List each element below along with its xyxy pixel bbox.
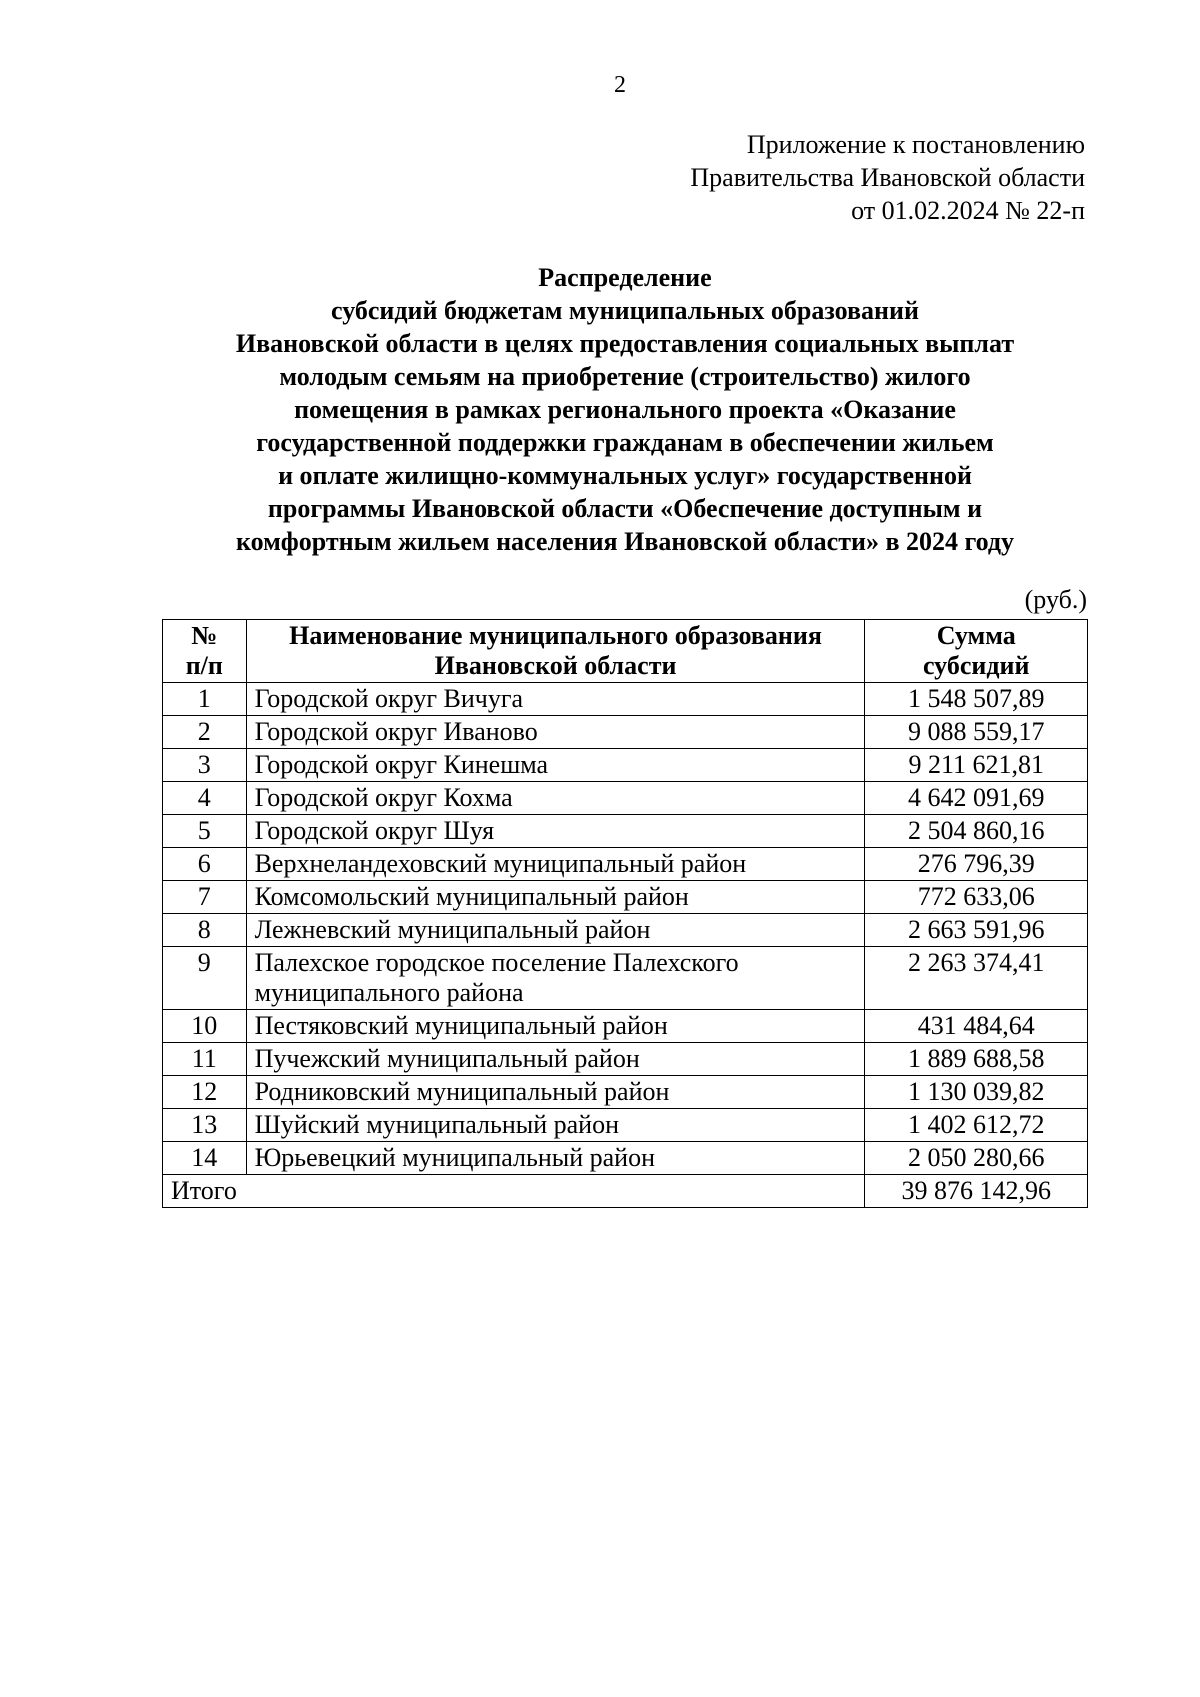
row-sum: 2 504 860,16 bbox=[865, 815, 1088, 848]
table-row bbox=[163, 947, 1088, 1010]
row-name: Городской округ Шуя bbox=[246, 815, 865, 848]
appendix-header bbox=[690, 128, 1085, 227]
total-label: Итого bbox=[163, 1175, 865, 1208]
row-number: 14 bbox=[163, 1142, 247, 1175]
currency-unit: (руб.) bbox=[1024, 585, 1087, 614]
row-number: 10 bbox=[163, 1010, 247, 1043]
row-name: Родниковский муниципальный район bbox=[246, 1076, 865, 1109]
row-name: Городской округ Иваново bbox=[246, 716, 865, 749]
row-number: 1 bbox=[163, 683, 247, 716]
header-number bbox=[163, 620, 247, 683]
table-row bbox=[163, 1076, 1088, 1109]
table-row bbox=[163, 716, 1088, 749]
row-name: Городской округ Кохма bbox=[246, 782, 865, 815]
row-number: 8 bbox=[163, 914, 247, 947]
row-name: Пучежский муниципальный район bbox=[246, 1043, 865, 1076]
row-sum: 9 211 621,81 bbox=[865, 749, 1088, 782]
appendix-line: Приложение к постановлению bbox=[746, 130, 1085, 159]
row-number: 7 bbox=[163, 881, 247, 914]
title-line: помещения в рамках регионального проекта «Оказание bbox=[294, 395, 956, 424]
table-row bbox=[163, 1142, 1088, 1175]
table-row bbox=[163, 782, 1088, 815]
table-row bbox=[163, 815, 1088, 848]
row-number: 13 bbox=[163, 1109, 247, 1142]
row-name bbox=[246, 947, 865, 1010]
row-number: 9 bbox=[163, 947, 247, 1010]
row-name: Городской округ Вичуга bbox=[246, 683, 865, 716]
table-row bbox=[163, 1043, 1088, 1076]
title-line: субсидий бюджетам муниципальных образований bbox=[331, 296, 919, 325]
header-name-line1: Наименование муниципального образования bbox=[289, 621, 822, 650]
header-sum-line2: субсидий bbox=[922, 651, 1030, 680]
row-sum: 431 484,64 bbox=[865, 1010, 1088, 1043]
row-sum: 2 050 280,66 bbox=[865, 1142, 1088, 1175]
appendix-line: Правительства Ивановской области bbox=[690, 163, 1085, 192]
table-row bbox=[163, 914, 1088, 947]
row-number: 11 bbox=[163, 1043, 247, 1076]
header-sum bbox=[865, 620, 1088, 683]
row-sum: 1 402 612,72 bbox=[865, 1109, 1088, 1142]
title-line: Ивановской области в целях предоставления социальных выплат bbox=[235, 329, 1015, 358]
row-number: 12 bbox=[163, 1076, 247, 1109]
table-row bbox=[163, 1010, 1088, 1043]
title-line: молодым семьям на приобретение (строительство) жилого bbox=[279, 362, 971, 391]
row-name: Комсомольский муниципальный район bbox=[246, 881, 865, 914]
row-sum: 1 889 688,58 bbox=[865, 1043, 1088, 1076]
header-name-line2: Ивановской области bbox=[434, 651, 677, 680]
row-name: Пестяковский муниципальный район bbox=[246, 1010, 865, 1043]
row-sum: 2 263 374,41 bbox=[865, 947, 1088, 1010]
header-sum-line1: Сумма bbox=[936, 621, 1016, 650]
row-number: 6 bbox=[163, 848, 247, 881]
table-row bbox=[163, 683, 1088, 716]
row-number: 5 bbox=[163, 815, 247, 848]
row-number: 3 bbox=[163, 749, 247, 782]
table-header-row bbox=[163, 620, 1088, 683]
row-name-line1: Палехское городское поселение Палехского bbox=[254, 948, 739, 977]
row-sum: 9 088 559,17 bbox=[865, 716, 1088, 749]
row-name-line2: муниципального района bbox=[254, 978, 524, 1007]
header-number-line1: № bbox=[191, 621, 218, 650]
subsidies-table bbox=[162, 619, 1088, 1208]
row-name: Юрьевецкий муниципальный район bbox=[246, 1142, 865, 1175]
row-name: Верхнеландеховский муниципальный район bbox=[246, 848, 865, 881]
header-name bbox=[246, 620, 865, 683]
title-line: комфортным жильем населения Ивановской области» в 2024 году bbox=[235, 527, 1015, 556]
row-name: Городской округ Кинешма bbox=[246, 749, 865, 782]
table-row bbox=[163, 848, 1088, 881]
row-sum: 2 663 591,96 bbox=[865, 914, 1088, 947]
row-sum: 1 548 507,89 bbox=[865, 683, 1088, 716]
table-row bbox=[163, 1109, 1088, 1142]
title-line: Распределение bbox=[538, 263, 712, 292]
table-total-row bbox=[163, 1175, 1088, 1208]
row-name: Шуйский муниципальный район bbox=[246, 1109, 865, 1142]
page-number: 2 bbox=[614, 72, 626, 98]
title-line: и оплате жилищно-коммунальных услуг» государственной bbox=[278, 461, 972, 490]
document-title bbox=[150, 261, 1100, 558]
row-sum: 4 642 091,69 bbox=[865, 782, 1088, 815]
header-number-line2: п/п bbox=[185, 651, 223, 680]
row-name: Лежневский муниципальный район bbox=[246, 914, 865, 947]
row-sum: 276 796,39 bbox=[865, 848, 1088, 881]
row-number: 2 bbox=[163, 716, 247, 749]
table-row bbox=[163, 749, 1088, 782]
title-line: программы Ивановской области «Обеспечение доступным и bbox=[267, 494, 983, 523]
title-line: государственной поддержки гражданам в обеспечении жильем bbox=[256, 428, 994, 457]
table-row bbox=[163, 881, 1088, 914]
total-sum: 39 876 142,96 bbox=[865, 1175, 1088, 1208]
row-sum: 1 130 039,82 bbox=[865, 1076, 1088, 1109]
row-number: 4 bbox=[163, 782, 247, 815]
appendix-line: от 01.02.2024 № 22-п bbox=[851, 196, 1085, 225]
row-sum: 772 633,06 bbox=[865, 881, 1088, 914]
